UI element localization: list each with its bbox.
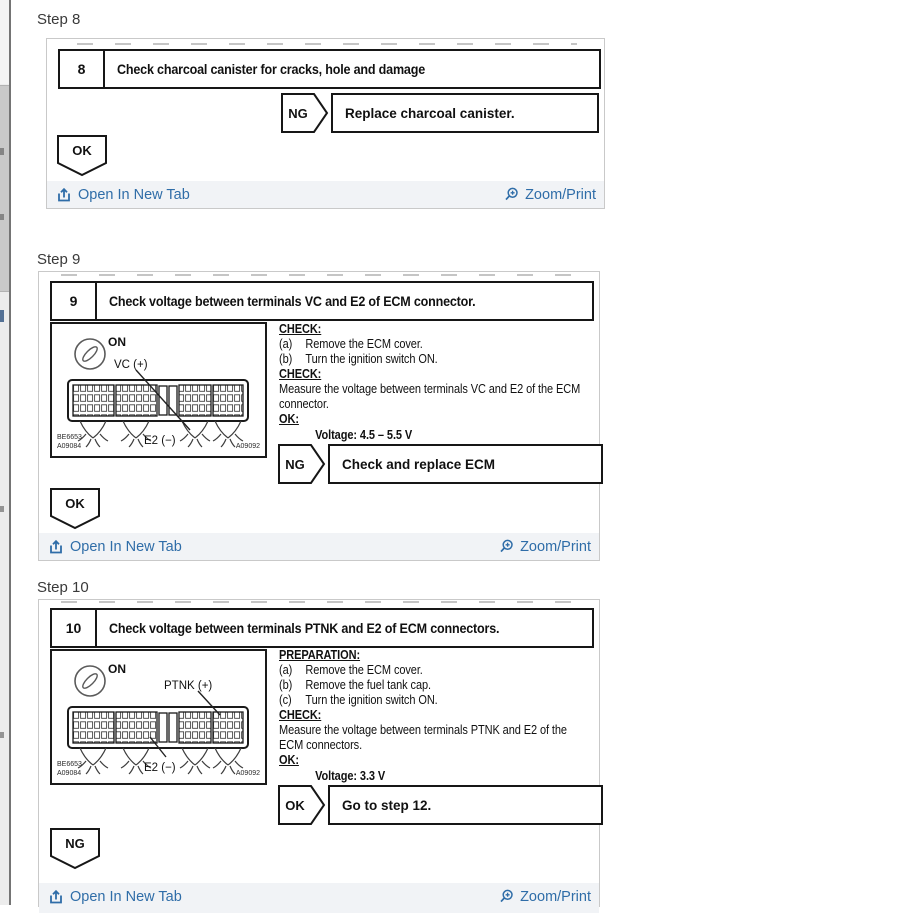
panel-footer (39, 883, 599, 913)
step-title: Check voltage between terminals VC and E2 of ECM connector. (109, 293, 476, 309)
panel-footer (47, 181, 604, 208)
step-9-heading: Step 9 (37, 251, 81, 268)
ng-exit-tag (50, 828, 100, 870)
voltage-spec: Voltage: 3.3 V (315, 769, 386, 783)
ignition-on-label: ON (108, 662, 126, 676)
step-title-cell (97, 283, 592, 319)
open-in-new-tab-label: Open In New Tab (70, 538, 182, 555)
item-text: Remove the ECM cover. (305, 337, 423, 351)
step-8-heading: Step 8 (37, 11, 81, 28)
branch-action-box: Check and replace ECM (328, 444, 603, 484)
check-body: ECM connectors. (279, 738, 363, 752)
panel-footer (39, 533, 599, 560)
voltage-spec: Voltage: 4.5 – 5.5 V (315, 428, 413, 442)
open-in-new-tab-link[interactable] (48, 533, 182, 560)
item-text: Turn the ignition switch ON. (305, 693, 438, 707)
negative-probe-label: E2 (−) (144, 435, 176, 447)
magnifier-plus-icon (499, 539, 514, 555)
instruction-item (279, 693, 596, 708)
open-in-new-tab-label: Open In New Tab (78, 186, 190, 203)
open-in-new-tab-link[interactable] (56, 181, 190, 208)
step-number-cell: 8 (60, 51, 105, 87)
check-body: Measure the voltage between terminals VC and E2 of the ECM (279, 382, 581, 396)
figure-code: A09084 (57, 443, 82, 450)
flowchart-step-header (58, 49, 601, 89)
check-heading: CHECK: (279, 708, 322, 722)
scan-smudge (61, 601, 581, 603)
step-8-panel (46, 38, 605, 209)
step-number-cell: 10 (52, 610, 97, 646)
scrollbar-thumb[interactable] (0, 85, 9, 292)
connector-art (52, 651, 265, 783)
ignition-on-label: ON (108, 335, 126, 349)
ng-tag-label: NG (285, 457, 305, 472)
ng-tag-label: NG (65, 836, 85, 851)
step-title-cell (97, 610, 592, 646)
instruction-item (279, 352, 596, 367)
figure-code: A09092 (235, 443, 260, 450)
instructions-column (279, 648, 596, 784)
scrollbar-track-top (0, 0, 9, 84)
ignition-switch-icon (75, 339, 105, 369)
instructions-column (279, 322, 596, 443)
ignition-switch-icon (75, 666, 105, 696)
ok-exit-tag (50, 488, 100, 530)
item-text: Remove the ECM cover. (305, 663, 423, 677)
item-tag: (a) (279, 337, 293, 351)
connector-art (52, 324, 265, 456)
ok-tag-label: OK (72, 143, 92, 158)
check-heading: CHECK: (279, 322, 322, 336)
check-body: connector. (279, 397, 329, 411)
open-in-new-tab-icon (48, 539, 64, 555)
clipped-content-speck (0, 310, 4, 322)
positive-probe-label: PTNK (+) (164, 680, 213, 692)
open-in-new-tab-link[interactable] (48, 883, 182, 910)
scan-smudge (77, 43, 577, 45)
figure-code: BE6653 (57, 434, 82, 441)
item-tag: (b) (279, 352, 293, 366)
positive-probe-label: VC (+) (114, 359, 148, 371)
branch-action-box: Replace charcoal canister. (331, 93, 599, 133)
ok-tag-label: OK (285, 798, 305, 813)
clipped-content-speck (0, 506, 4, 512)
open-in-new-tab-icon (56, 187, 72, 203)
zoom-print-link[interactable] (499, 883, 591, 910)
item-text: Turn the ignition switch ON. (305, 352, 438, 366)
check-heading: CHECK: (279, 367, 322, 381)
step-title: Check charcoal canister for cracks, hole and damage (117, 61, 426, 77)
zoom-print-link[interactable] (504, 181, 596, 208)
ok-branch-tag (278, 785, 326, 825)
negative-probe-label: E2 (−) (144, 762, 176, 774)
ng-branch-tag (281, 93, 329, 133)
ok-heading: OK: (279, 412, 299, 426)
ecm-connector-diagram (50, 322, 267, 458)
branch-action-box: Go to step 12. (328, 785, 603, 825)
step-10-heading: Step 10 (37, 579, 89, 596)
magnifier-plus-icon (499, 889, 514, 905)
step-number-cell: 9 (52, 283, 97, 319)
instruction-item (279, 663, 596, 678)
clipped-content-speck (0, 214, 4, 220)
item-tag: (c) (279, 693, 292, 707)
zoom-print-link[interactable] (499, 533, 591, 560)
clipped-content-speck (0, 148, 4, 155)
figure-code: A09092 (235, 770, 260, 777)
zoom-print-label: Zoom/Print (525, 186, 596, 203)
ng-tag-label: NG (288, 106, 308, 121)
step-title-cell (105, 51, 599, 87)
item-text: Remove the fuel tank cap. (305, 678, 432, 692)
step-9-panel (38, 271, 600, 561)
ok-exit-tag (57, 135, 107, 177)
step-title: Check voltage between terminals PTNK and E2 of ECM connectors. (109, 620, 500, 636)
ecm-connector-diagram (50, 649, 267, 785)
open-in-new-tab-icon (48, 889, 64, 905)
flowchart-step-header (50, 281, 594, 321)
zoom-print-label: Zoom/Print (520, 538, 591, 555)
flowchart-step-header (50, 608, 594, 648)
figure-code: BE6653 (57, 761, 82, 768)
step-10-panel (38, 599, 600, 907)
check-body: Measure the voltage between terminals PTNK and E2 of the (279, 723, 567, 737)
open-in-new-tab-label: Open In New Tab (70, 888, 182, 905)
ok-tag-label: OK (65, 496, 85, 511)
clipped-content-speck (0, 732, 4, 738)
magnifier-plus-icon (504, 187, 519, 203)
zoom-print-label: Zoom/Print (520, 888, 591, 905)
ng-branch-tag (278, 444, 326, 484)
figure-code: A09084 (57, 770, 82, 777)
item-tag: (b) (279, 678, 293, 692)
instruction-item (279, 678, 596, 693)
preparation-heading: PREPARATION: (279, 648, 361, 662)
ok-heading: OK: (279, 753, 299, 767)
scan-smudge (61, 274, 581, 276)
item-tag: (a) (279, 663, 293, 677)
instruction-item (279, 337, 596, 352)
